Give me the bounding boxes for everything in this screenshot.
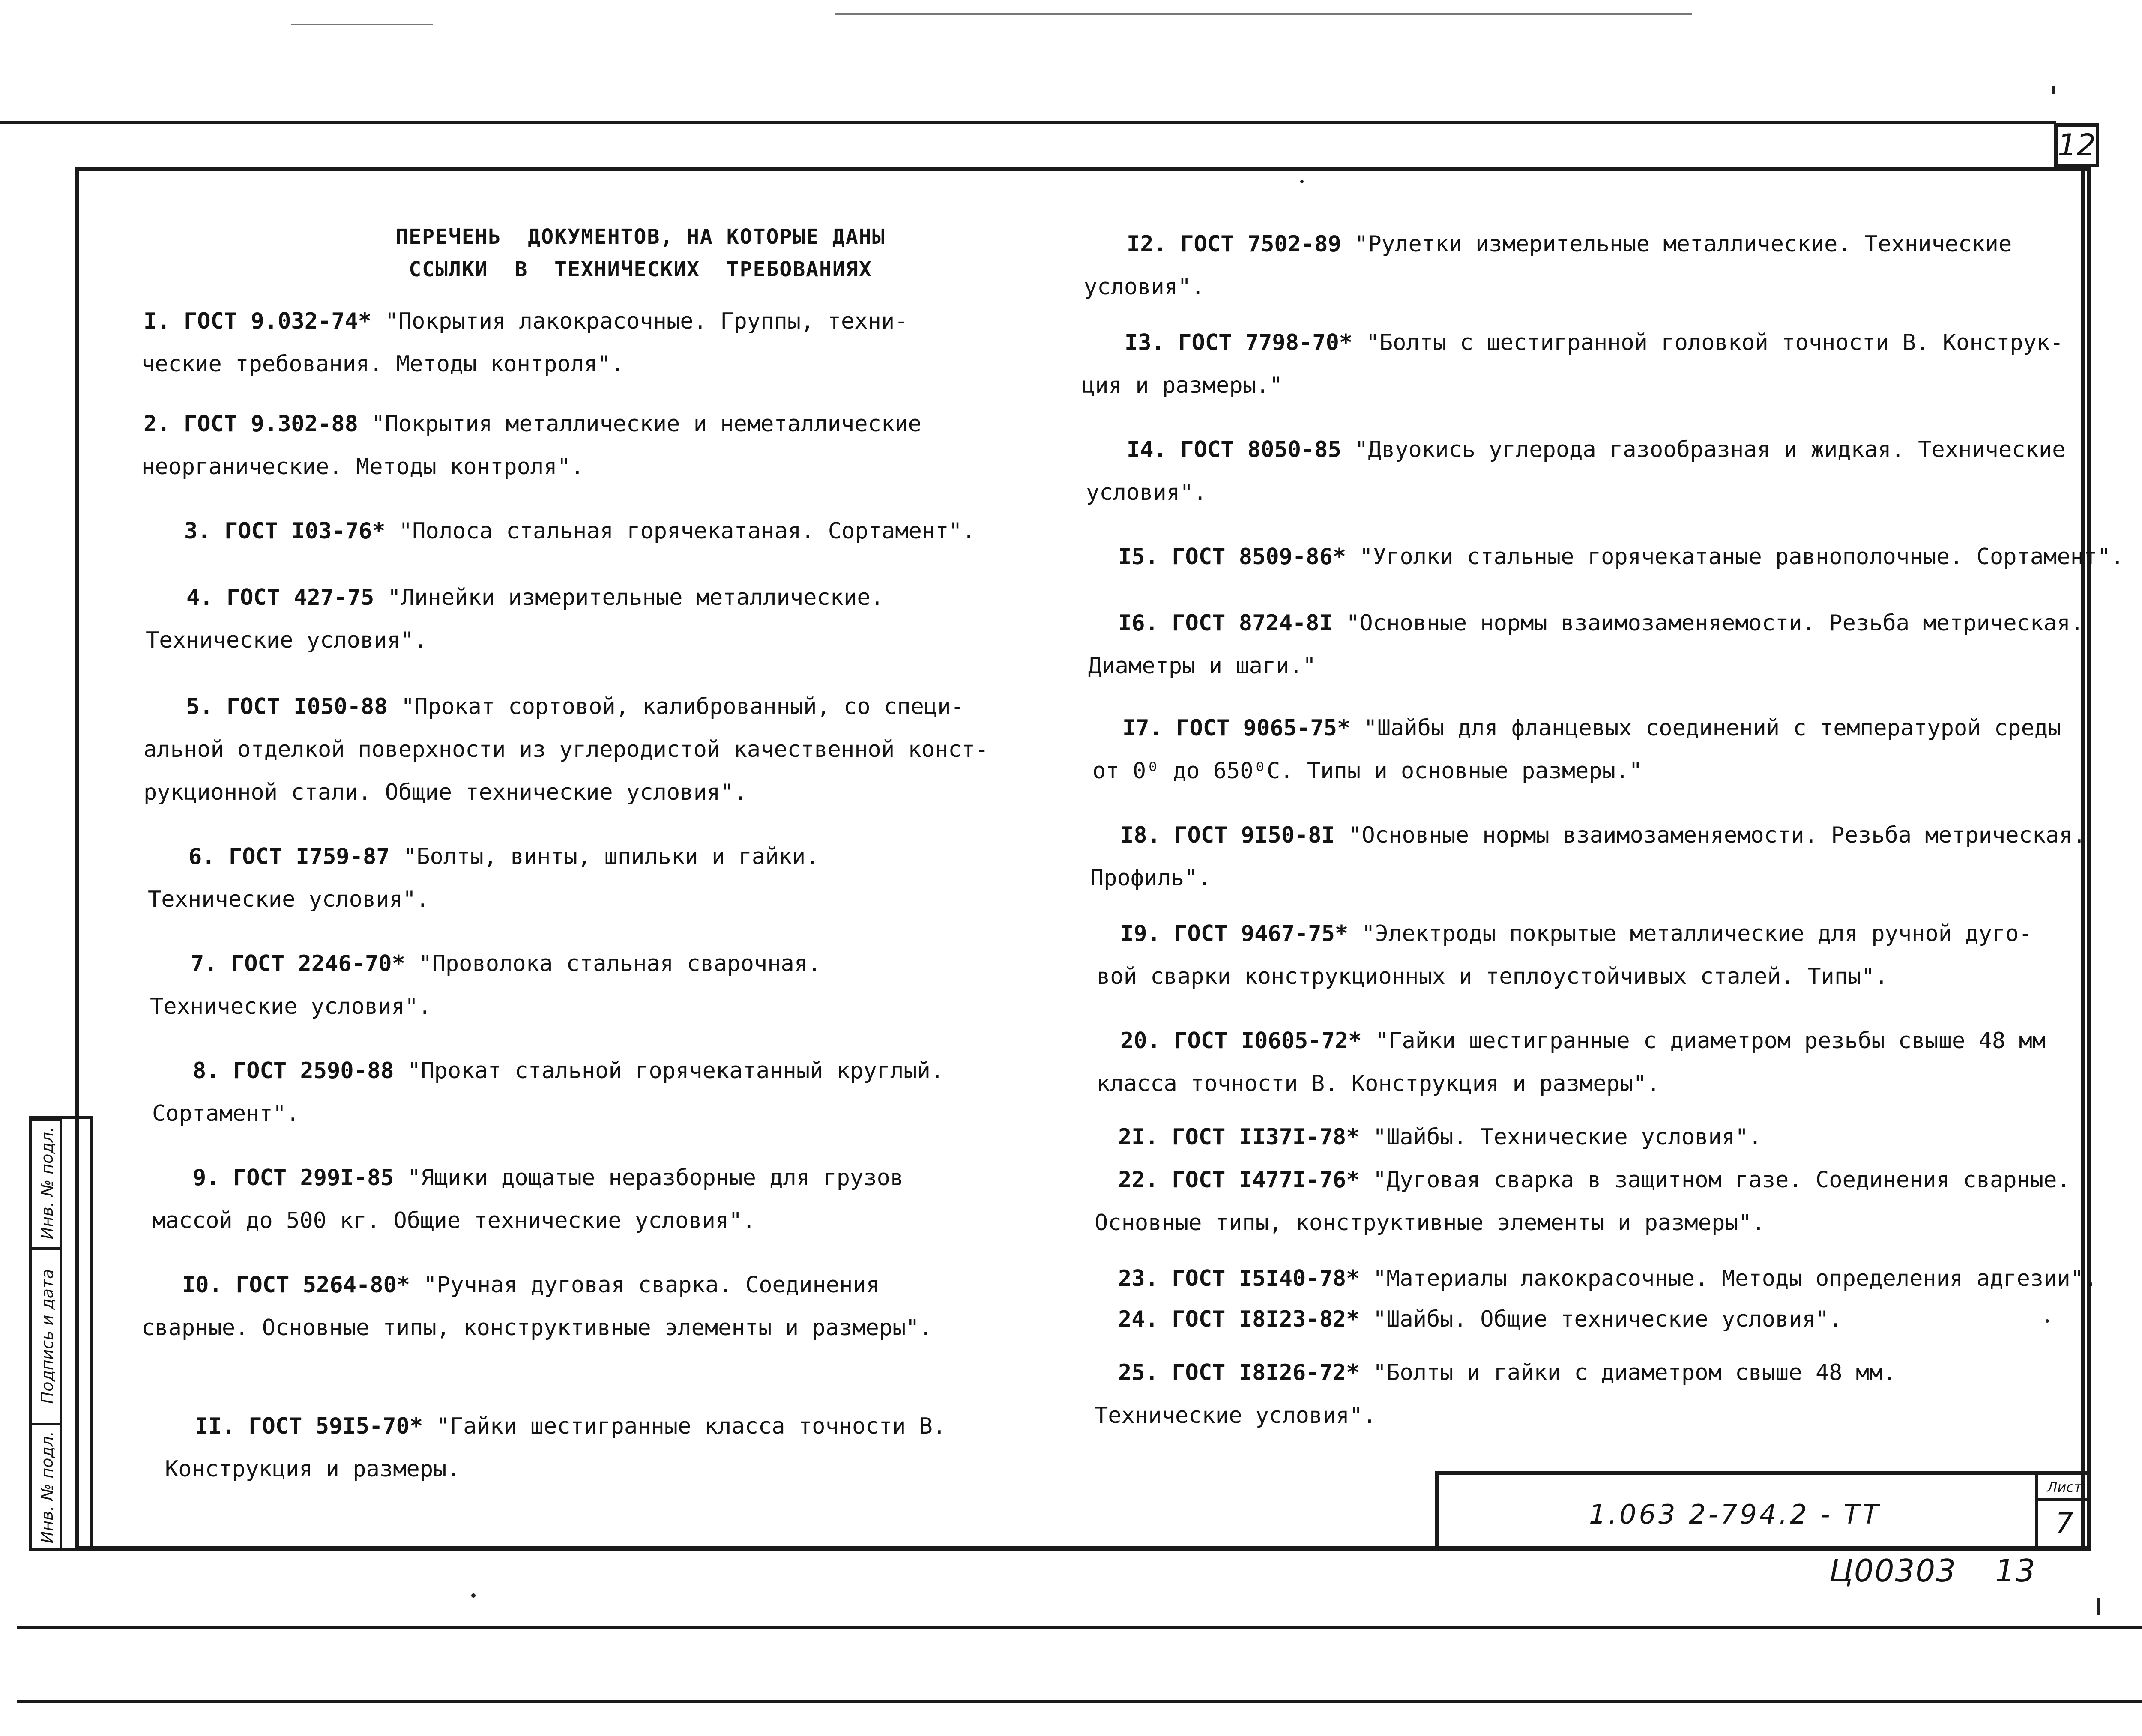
archive-mark [1829,1553,2036,1589]
entry-number: I9. [1120,921,1161,947]
entry-number: 7. [191,951,218,977]
entry-title-line: Конструкция и размеры. [165,1456,460,1482]
reference-entry [1097,912,2032,998]
entry-number: I3. [1125,330,1165,356]
entry-number: 3. [184,518,211,544]
entry-gost-code: ГОСТ 8509-86* [1172,544,1346,570]
entry-title-line: "Полоса стальная горячекатаная. Сортамент". [398,518,976,544]
reference-entry [1090,814,2086,899]
entry-number: 9. [193,1165,220,1191]
entry-number: 4. [186,585,213,610]
entry-title-line: "Шайбы для фланцевых соединений с температурой среды [1364,715,2061,741]
sheet-label: Лист [2038,1477,2091,1501]
entry-title-line: "Дуговая сварка в защитном газе. Соединения сварные. [1373,1167,2070,1193]
entry-gost-code: ГОСТ 299I-85 [233,1165,394,1191]
title-block-sheet-cell [2035,1475,2091,1551]
entry-title-line: ческие требования. Методы контроля". [141,351,625,377]
entry-gost-code: ГОСТ I050-88 [226,694,388,720]
reference-entry [141,300,908,385]
heading-line-1: ПЕРЕЧЕНЬ ДОКУМЕНТОВ, НА КОТОРЫЕ ДАНЫ [395,225,886,249]
entry-title-line: "Линейки измерительные металлические. [387,585,884,610]
bottom-rule-2 [17,1700,2142,1703]
entry-gost-code: ГОСТ 5264-80* [236,1272,410,1298]
entry-title-line: "Покрытия металлические и неметаллические [371,411,921,437]
entry-gost-code: ГОСТ I8I23-82* [1172,1306,1360,1332]
scan-speck [471,1593,476,1598]
bottom-rule-1 [17,1626,2142,1629]
entry-title-line: условия". [1086,480,1207,505]
entry-title-line: "Основные нормы взаимозаменяемости. Резьба метрическая. [1346,610,2084,636]
entry-number: I4. [1127,437,1167,463]
margin-label-inv-podl-top: Инв. № подл. [38,1126,57,1240]
reference-entry [1095,1159,2070,1244]
entry-gost-code: ГОСТ 427-75 [226,585,374,610]
entry-title-line: "Проволока стальная сварочная. [419,951,821,977]
scan-speck [2052,86,2055,94]
entry-title-line: от 0⁰ до 650⁰С. Типы и основные размеры." [1092,758,1642,784]
entry-title-line: "Прокат сортовой, калиброванный, со специ- [401,694,964,720]
entry-title-line: "Основные нормы взаимозаменяемости. Резьба метрическая. [1348,822,2086,848]
reference-entry [150,942,821,1028]
entry-gost-code: ГОСТ I759-87 [228,844,390,869]
entry-gost-code: ГОСТ 8050-85 [1180,437,1341,463]
sheet-number: 12 [2058,128,2096,163]
reference-entry [1086,428,2066,514]
entry-title-line: "Рулетки измерительные металлические. Технические [1355,231,2012,257]
entry-gost-code: ГОСТ 9.302-88 [183,411,358,437]
reference-entry [146,576,884,662]
sheet-number-box [2054,123,2099,167]
entry-title-line: "Покрытия лакокрасочные. Группы, техни- [385,308,908,334]
entry-number: I2. [1127,231,1167,257]
entry-number: 6. [188,844,215,869]
entry-title-line: альной отделкой поверхности из углеродистой качественной конст- [144,737,989,762]
entry-title-line: условия". [1084,274,1205,300]
entry-title-line: вой сварки конструкционных и теплоустойчивых сталей. Типы". [1097,964,1888,989]
entry-title-line: неорганические. Методы контроля". [141,454,584,480]
reference-entry [184,510,975,553]
entry-gost-code: ГОСТ 2590-88 [233,1058,394,1084]
entry-title-line: рукционной стали. Общие технические условия". [144,780,747,805]
entry-title-line: ция и размеры." [1082,373,1283,398]
entry-title-line: "Ручная дуговая сварка. Соединения [423,1272,880,1298]
entry-title-line: Основные типы, конструктивные элементы и размеры". [1095,1210,1765,1236]
entry-gost-code: ГОСТ I03-76* [224,518,386,544]
entry-number: 2I. [1118,1124,1158,1150]
entry-title-line: "Шайбы. Технические условия". [1373,1124,1762,1150]
entry-number: I. [144,308,171,334]
reference-entry [1118,1116,1762,1159]
entry-gost-code: ГОСТ I8I26-72* [1172,1360,1360,1386]
entry-number: 23. [1118,1266,1158,1291]
entry-title-line: "Ящики дощатые неразборные для грузов [407,1165,904,1191]
entry-title-line: "Шайбы. Общие технические условия". [1373,1306,1843,1332]
archive-page: 13 [1995,1553,2036,1589]
entry-number: 20. [1120,1028,1161,1054]
title-block [1435,1471,2091,1551]
entry-number: 22. [1118,1167,1158,1193]
entry-gost-code: ГОСТ 8724-8I [1172,610,1333,636]
entry-title-line: "Гайки шестигранные с диаметром резьбы свыше 48 мм [1375,1028,2046,1054]
scan-speck [2097,1598,2100,1615]
entry-number: I7. [1122,715,1163,741]
entry-number: 5. [186,694,213,720]
entry-title-line: "Электроды покрытые металлические для ручной дуго- [1361,921,2032,947]
entry-title-line: Технические условия". [146,627,428,653]
entry-number: I0. [182,1272,222,1298]
entry-gost-code: ГОСТ 2246-70* [230,951,405,977]
entry-gost-code: ГОСТ 7502-89 [1180,231,1341,257]
entry-gost-code: ГОСТ 7798-70* [1178,330,1353,356]
margin-stamp [29,1116,93,1551]
reference-entry [1088,602,2084,687]
entry-title-line: "Болты с шестигранной головкой точности В. Конструк- [1366,330,2064,356]
entry-gost-code: ГОСТ 9065-75* [1176,715,1351,741]
entry-number: I8. [1120,822,1161,848]
entry-number: II. [195,1413,235,1439]
reference-entry [165,1405,946,1491]
document-code: 1.063 2-794.2 - ТТ [1589,1499,1882,1530]
reference-entry [1118,1257,2097,1300]
entry-title-line: "Прокат стальной горячекатанный круглый. [407,1058,944,1084]
scan-speck [2046,1319,2049,1323]
entry-gost-code: ГОСТ I477I-76* [1172,1167,1360,1193]
document-heading [266,221,1015,286]
entry-title-line: массой до 500 кг. Общие технические условия". [152,1208,756,1234]
entry-title-line: "Материалы лакокрасочные. Методы определения адгезии". [1373,1266,2097,1291]
margin-label-inv-podl: Инв. № подл. [38,1431,57,1544]
entry-title-line: класса точности В. Конструкция и размеры". [1097,1071,1660,1097]
entry-gost-code: ГОСТ I0605-72* [1174,1028,1362,1054]
entry-title-line: "Болты, винты, шпильки и гайки. [403,844,819,869]
entry-title-line: Диаметры и шаги." [1088,653,1316,679]
top-rule-faint [835,13,1692,15]
scan-speck [1300,180,1304,183]
entry-title-line: "Двуокись углерода газообразная и жидкая. Технические [1355,437,2066,463]
entry-number: 25. [1118,1360,1158,1386]
entry-gost-code: ГОСТ 59I5-70* [248,1413,423,1439]
entry-title-line: "Уголки стальные горячекатаные равнополочные. Сортамент". [1359,544,2124,570]
top-rule-scan [0,121,2056,124]
entry-title-line: Технические условия". [150,994,432,1019]
sheet-value: 7 [2055,1506,2073,1539]
reference-entry [1118,535,2124,578]
reference-entry [148,835,819,921]
reference-entry [152,1156,903,1242]
entry-title-line: Профиль". [1090,865,1211,891]
archive-number: Ц00303 [1829,1553,1957,1589]
reference-entry [1097,1019,2046,1105]
entry-gost-code: ГОСТ 9I50-8I [1174,822,1335,848]
top-rule-faint-left [291,24,433,25]
reference-entry [1118,1298,1843,1341]
entry-title-line: Технические условия". [148,887,430,912]
reference-entry [1082,321,2064,407]
reference-entry [1084,223,2012,308]
reference-entry [152,1049,944,1135]
entry-number: I6. [1118,610,1158,636]
entry-number: 2. [144,411,171,437]
reference-entry [1092,707,2061,792]
reference-entry [1095,1351,1896,1437]
margin-label-podpis-data: Подпись и дата [38,1269,57,1404]
entry-number: I5. [1118,544,1158,570]
entry-title-line: сварные. Основные типы, конструктивные элементы и размеры". [141,1315,933,1341]
reference-entry [141,1264,933,1349]
entry-number: 8. [193,1058,220,1084]
entry-number: 24. [1118,1306,1158,1332]
entry-title-line: "Болты и гайки с диаметром свыше 48 мм. [1373,1360,1896,1386]
entry-title-line: Технические условия". [1095,1403,1376,1428]
entry-gost-code: ГОСТ I5I40-78* [1172,1266,1360,1291]
entry-gost-code: ГОСТ 9467-75* [1174,921,1349,947]
reference-entry [144,685,988,814]
heading-line-2: ССЫЛКИ В ТЕХНИЧЕСКИХ ТРЕБОВАНИЯХ [409,257,872,281]
entry-title-line: "Гайки шестигранные класса точности В. [436,1413,946,1439]
entry-title-line: Сортамент". [152,1101,300,1126]
entry-gost-code: ГОСТ II37I-78* [1172,1124,1360,1150]
reference-entry [141,403,921,488]
entry-gost-code: ГОСТ 9.032-74* [183,308,372,334]
